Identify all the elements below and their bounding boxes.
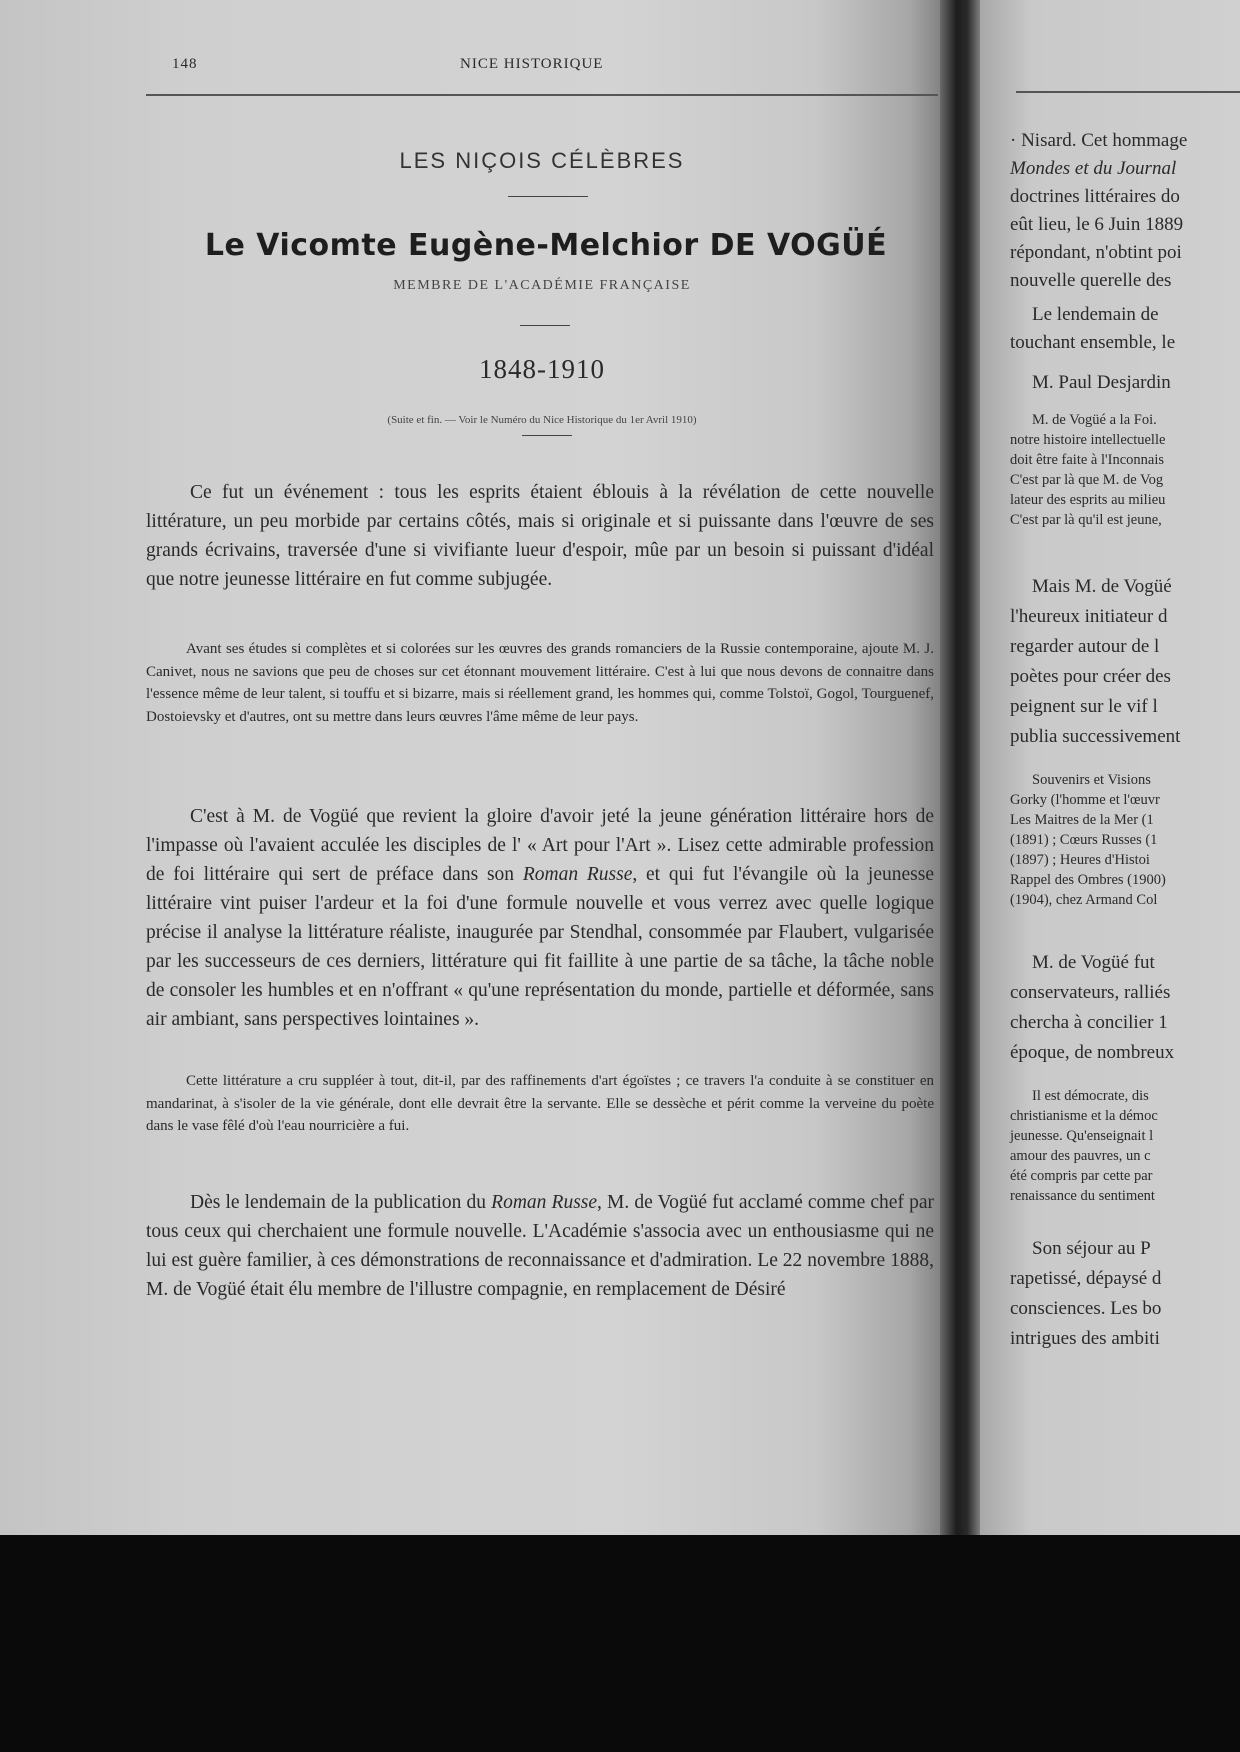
right-page: [980, 0, 1240, 1535]
right-page-line: Mondes et du Journal: [1010, 158, 1177, 179]
right-page-line: été compris par cette par: [1010, 1168, 1153, 1184]
paragraph-2-text-b: , et qui fut l'évangile où la jeunesse littéraire vint puiser l'ardeur et la foi d'une formule nouvelle et vous verrez avec quelle logique précise il analyse la littérature réaliste, inaugurée par Stendhal, consommée par Flaubert, vulgarisée par les successeurs de ces derniers, littérature qui fit faillite à une partie de sa tâche, la tâche noble de consoler les humbles et en n'offrant « qu'une représentation du monde, partielle et déformée, sans air ambiant, sans perspectives lointaines ».: [146, 864, 934, 1030]
page-number: 148: [172, 56, 198, 72]
right-page-line: M. Paul Desjardin: [1032, 372, 1171, 393]
quoted-paragraph-2: Cette littérature a cru suppléer à tout, dit-il, par des raffinements d'art égoïstes ; ce travers l'a conduite à se constituer en mandarinat, à s'isoler de la vie générale, dont elle devrait être la servante. Elle se dessèche et périt comme la verveine du poète dans le vase fêlé d'où l'eau nourricière a fui.: [146, 1073, 934, 1134]
right-page-line: nouvelle querelle des: [1010, 270, 1172, 291]
right-page-line: conservateurs, ralliés: [1010, 982, 1171, 1003]
right-page-line: regarder autour de l: [1010, 636, 1160, 657]
right-page-line: C'est par là qu'il est jeune,: [1010, 512, 1162, 528]
title-divider: [508, 196, 588, 197]
book-title-roman-russe: Roman Russe: [522, 864, 633, 885]
right-page-line: (1897) ; Heures d'Histoi: [1010, 852, 1150, 868]
right-page-line: intrigues des ambiti: [1010, 1328, 1160, 1349]
paragraph-2-text-a: C'est à M. de Vogüé que revient la gloire d'avoir jeté la jeune génération littéraire hors de l'impasse où l'avaient acculée les disciples de l' « Art pour l'Art ». Lisez cette admirable profession de foi littéraire qui sert de préface dans son: [146, 806, 934, 885]
section-title: LES NIÇOIS CÉLÈBRES: [399, 148, 685, 173]
right-page-line: Son séjour au P: [1032, 1238, 1151, 1259]
right-page-line: Les Maitres de la Mer (1: [1010, 812, 1154, 828]
right-page-line: lateur des esprits au milieu: [1010, 492, 1166, 508]
right-page-line: rapetissé, dépaysé d: [1010, 1268, 1162, 1289]
right-page-line: Il est démocrate, dis: [1032, 1088, 1149, 1104]
note-divider: [522, 435, 572, 436]
quoted-paragraph-1: Avant ses études si complètes et si colorées sur les œuvres des grands romanciers de la Russie contemporaine, ajoute M. J. Canivet, nous ne savions que peu de choses sur cet étonnant mouvement littéraire. C'est à lui que nous devons de connaitre dans l'essence même de leur talent, si touffu et si bizarre, mais si réellement grand, les hommes qui, comme Tolstoï, Gogol, Tourguenef, Dostoievsky et d'autres, ont su mettre dans leurs œuvres l'âme même de leur pays.: [146, 641, 934, 725]
right-page-line: époque, de nombreux: [1010, 1042, 1175, 1063]
body-paragraph-1: Ce fut un événement : tous les esprits étaient éblouis à la révélation de cette nouvelle littérature, un peu morbide par certains côtés, mais si originale et si puissante dans l'œuvre de ses grands écrivains, traversée d'une si vivifiante lueur d'espoir, mûe par un besoin si puissant d'idéal que notre jeunesse littéraire en fut comme subjugée.: [146, 482, 934, 590]
life-dates: 1848-1910: [479, 354, 605, 384]
right-page-line: (1904), chez Armand Col: [1010, 892, 1158, 908]
right-page-line: poètes pour créer des: [1010, 666, 1171, 687]
right-page-line: M. de Vogüé fut: [1032, 952, 1155, 973]
right-page-line: l'heureux initiateur d: [1010, 606, 1168, 627]
header-rule: [146, 94, 938, 96]
right-page-line: doit être faite à l'Inconnais: [1010, 452, 1164, 468]
book-title-roman-russe-2: Roman Russe: [491, 1192, 598, 1213]
paragraph-3-text-b: , M. de Vogüé fut acclamé comme chef par tous ceux qui cherchaient une formule nouvelle. L'Académie s'associa avec un enthousiasme qui ne lui est guère familier, à ces démonstrations de reconnaissance et d'admiration. Le 22 novembre 1888, M. de Vogüé était élu membre de l'illustre compagnie, en remplacement de Désiré: [146, 1192, 934, 1300]
right-page-line: renaissance du sentiment: [1010, 1188, 1155, 1204]
right-page-line: M. de Vogüé a la Foi.: [1032, 412, 1157, 428]
article-title: Le Vicomte Eugène-Melchior DE VOGÜÉ: [204, 228, 888, 263]
book-gutter: [940, 0, 982, 1535]
right-page-line: touchant ensemble, le: [1010, 332, 1176, 353]
running-title: NICE HISTORIQUE: [460, 56, 604, 72]
subtitle-divider: [520, 325, 570, 326]
right-page-line: consciences. Les bo: [1010, 1298, 1162, 1319]
right-page-line: Le lendemain de: [1032, 304, 1159, 325]
right-header-rule: [1016, 91, 1240, 93]
right-page-line: Mais M. de Vogüé: [1032, 576, 1172, 597]
right-page-line: notre histoire intellectuelle: [1010, 432, 1166, 448]
right-page-line: répondant, n'obtint poi: [1010, 242, 1182, 263]
right-page-line: peignent sur le vif l: [1010, 696, 1158, 717]
right-page-line: doctrines littéraires do: [1010, 186, 1180, 207]
right-page-line: Gorky (l'homme et l'œuvr: [1010, 792, 1160, 808]
continuation-note: (Suite et fin. — Voir le Numéro du Nice Historique du 1er Avril 1910): [387, 414, 697, 426]
right-page-line: publia successivement: [1010, 726, 1181, 747]
right-page-line: amour des pauvres, un c: [1010, 1148, 1151, 1164]
right-page-line: eût lieu, le 6 Juin 1889: [1010, 214, 1184, 235]
right-page-line: Rappel des Ombres (1900): [1010, 872, 1166, 888]
right-page-line: chercha à concilier 1: [1010, 1012, 1168, 1033]
right-page-line: Souvenirs et Visions: [1032, 772, 1151, 788]
body-paragraph-3: [146, 1188, 934, 1304]
paragraph-3-text-a: Dès le lendemain de la publication du: [190, 1192, 492, 1213]
right-page-line: (1891) ; Cœurs Russes (1: [1010, 832, 1158, 848]
right-page-line: C'est par là que M. de Vog: [1010, 472, 1164, 488]
body-paragraph-2: [146, 802, 934, 1034]
article-subtitle: MEMBRE DE L'ACADÉMIE FRANÇAISE: [393, 278, 691, 293]
right-page-line: jeunesse. Qu'enseignait l: [1010, 1128, 1154, 1144]
right-page-line: · Nisard. Cet hommage: [1010, 130, 1188, 151]
right-page-line: christianisme et la démoc: [1010, 1108, 1158, 1124]
